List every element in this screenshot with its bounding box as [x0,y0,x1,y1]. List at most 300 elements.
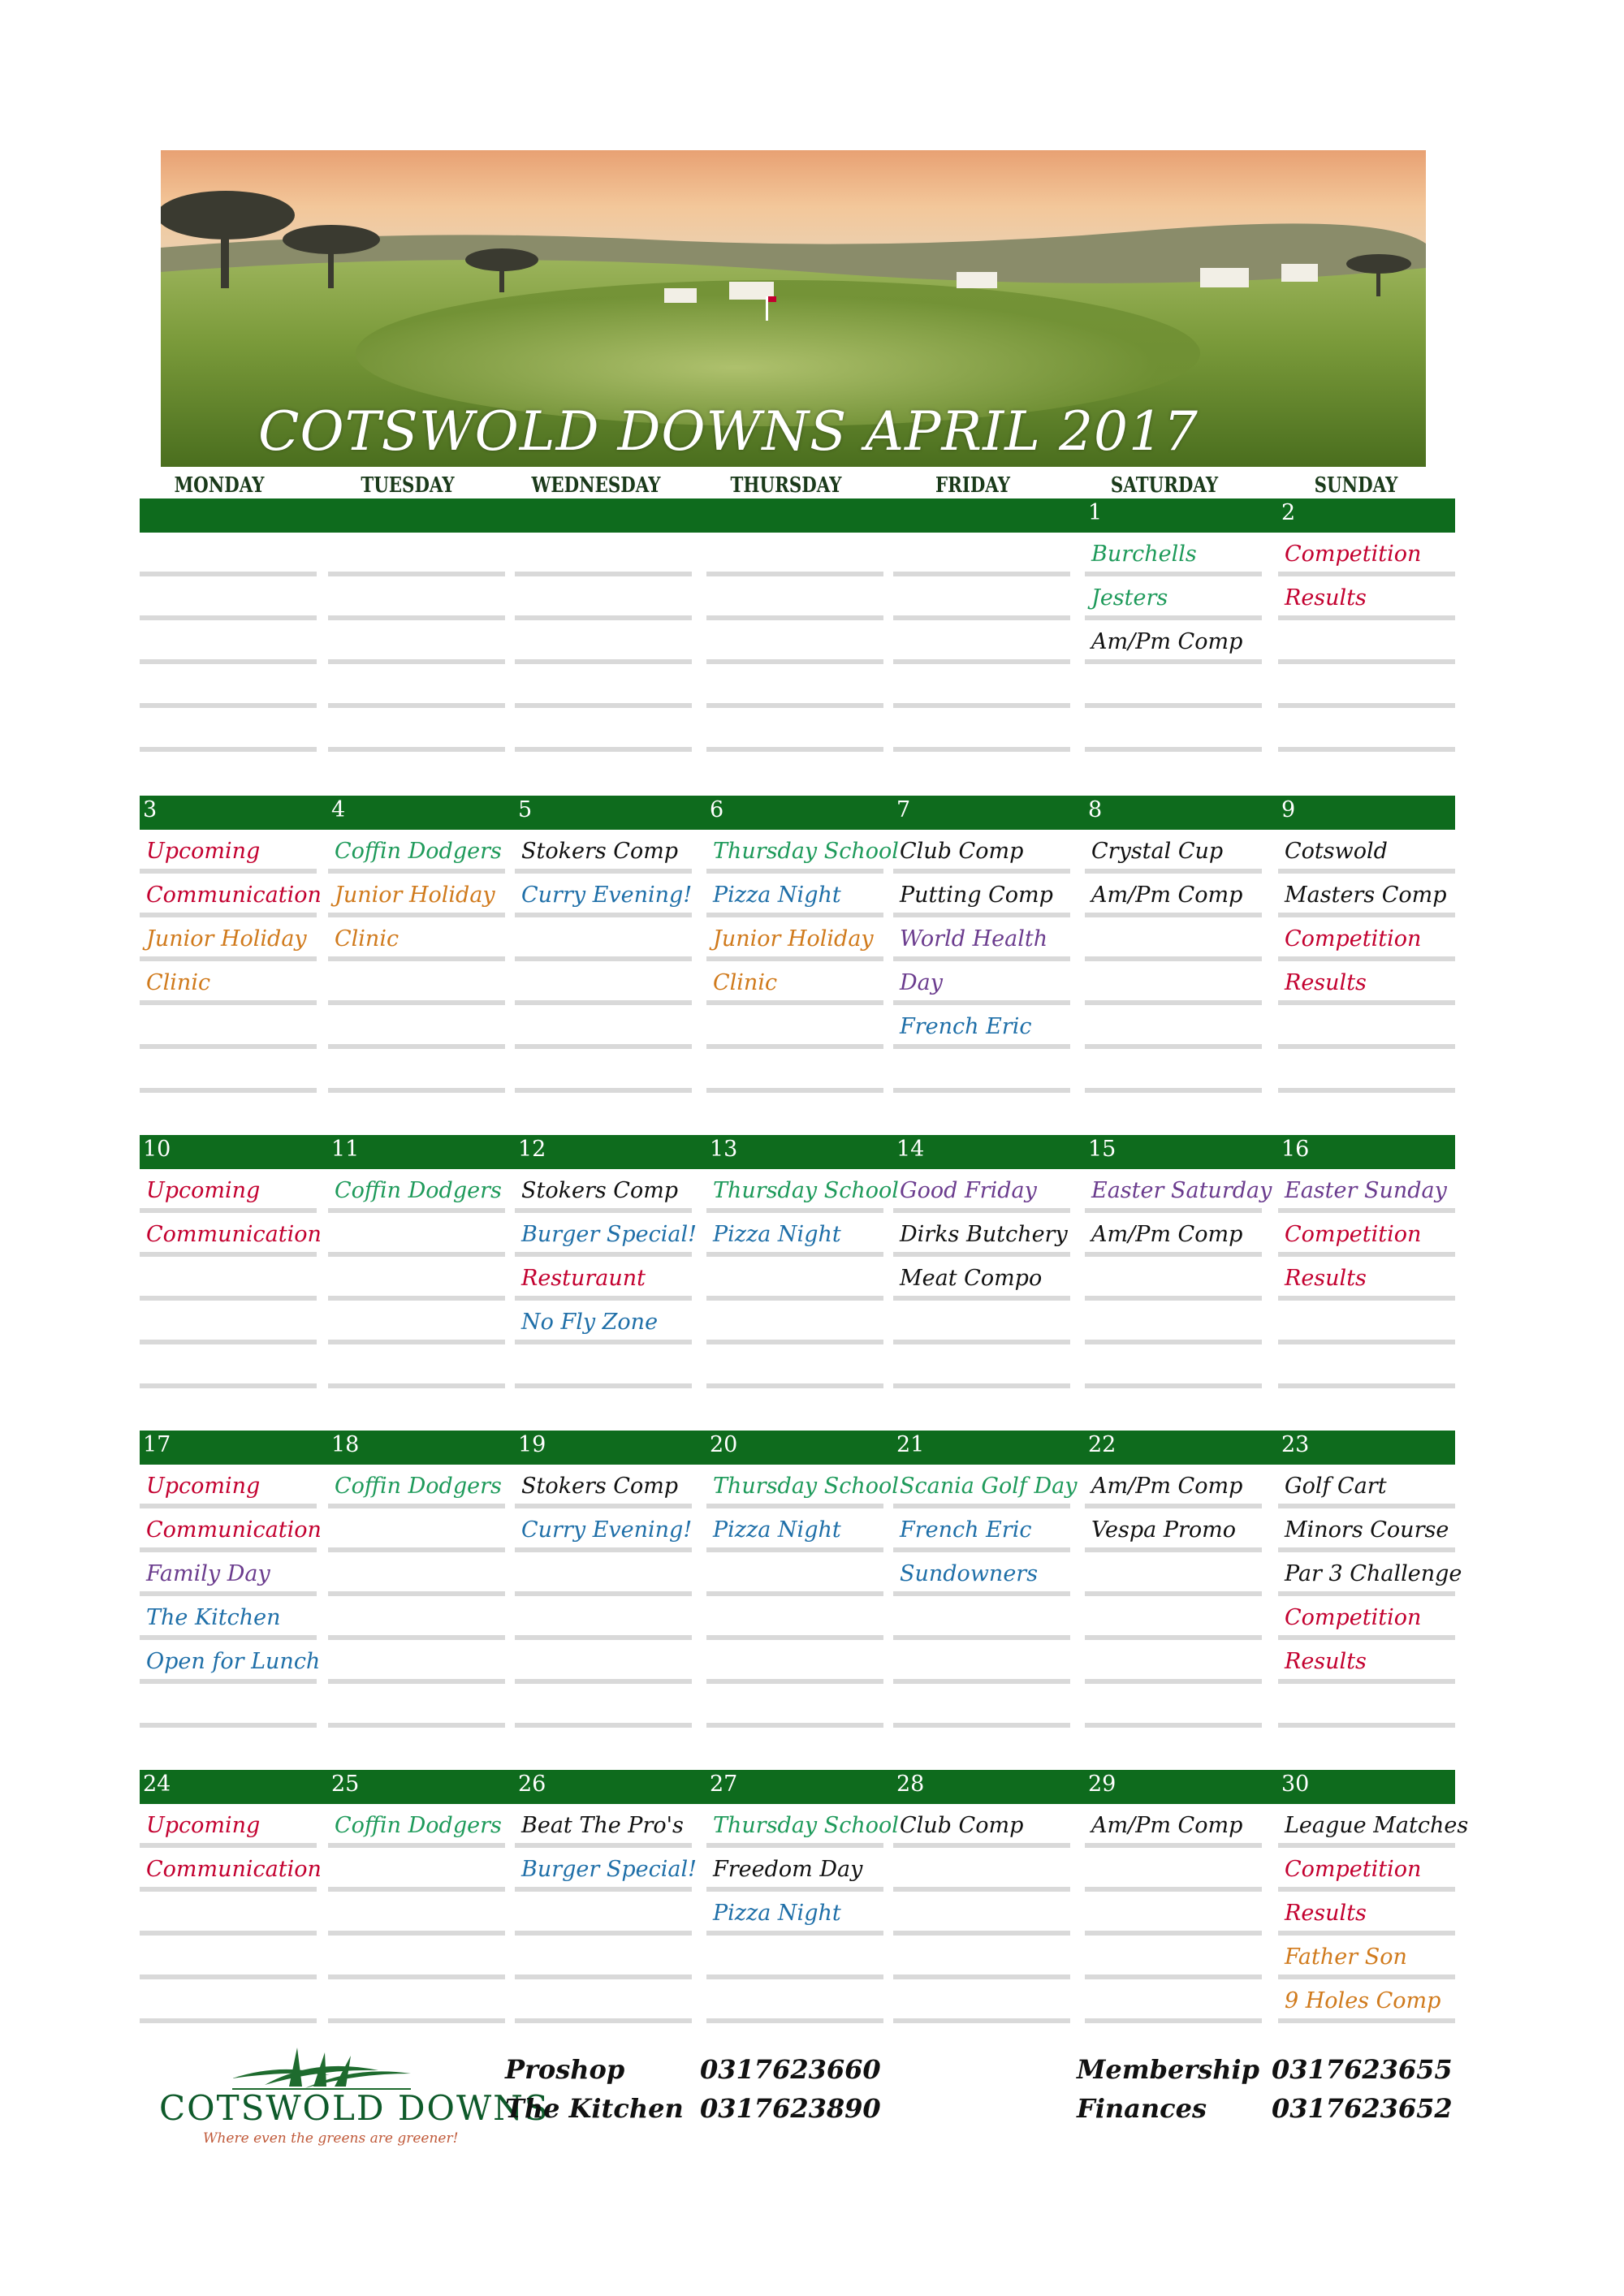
event-row [515,1892,692,1936]
event-row [328,1213,505,1257]
week-header-bar [140,796,1455,830]
event-row [706,1596,883,1640]
event-row [1085,1552,1262,1596]
event-row [893,664,1070,708]
event-row [1085,1596,1262,1640]
event-row [1278,1848,1455,1892]
event-row [328,1465,505,1508]
event-row [1085,874,1262,917]
day-cell [1278,1804,1469,2023]
day-cell [328,830,505,1093]
event-row [893,1892,1070,1936]
event-row [140,874,322,917]
row-divider [706,1383,883,1388]
event-row [1278,620,1455,664]
event-row [515,1049,692,1093]
event-row [515,1936,692,1979]
event-label: Upcoming [146,1813,261,1838]
event-row [1085,1640,1262,1684]
event-row [328,874,505,917]
day-header-sunday: SUNDAY [1314,473,1398,498]
event-row [328,917,505,961]
event-row [1278,961,1455,1005]
event-label: World Health [900,926,1048,952]
event-row [706,1848,883,1892]
row-divider [140,747,317,752]
event-row [140,1936,317,1979]
event-label: Cotswold [1285,839,1388,864]
event-row [1278,664,1455,708]
day-cell [140,533,317,752]
event-row [706,1936,883,1979]
cotswold-downs-logo [159,2046,550,2151]
event-label: Coffin Dodgers [335,1178,502,1203]
row-divider [893,747,1070,752]
event-row [1085,1804,1262,1848]
event-row [140,961,317,1005]
event-row [515,664,692,708]
event-label: League Matches [1285,1813,1469,1838]
event-row [893,1684,1070,1728]
day-header-friday: FRIDAY [935,473,1011,498]
event-row [706,664,883,708]
event-label: Father Son [1285,1944,1407,1970]
event-row [893,1344,1070,1388]
event-label: Thursday School [713,1474,899,1499]
event-row [1085,917,1262,961]
event-row [328,1257,505,1301]
event-label: Results [1285,1901,1367,1926]
event-row [1278,1049,1455,1093]
event-label: Burger Special! [521,1222,697,1247]
event-row [706,1465,899,1508]
event-label: French Eric [900,1517,1032,1543]
event-row [893,874,1070,917]
event-row [515,1169,692,1213]
event-row [1278,1892,1455,1936]
event-label: Communication [146,883,322,908]
event-row [893,1005,1070,1049]
row-divider [1278,747,1455,752]
event-row [1085,1257,1262,1301]
event-label: Stokers Comp [521,1178,679,1203]
day-cell [893,533,1070,752]
day-cell [515,533,692,752]
event-row [1085,533,1262,576]
event-label: Curry Evening! [521,1517,693,1543]
event-label: French Eric [900,1014,1032,1039]
event-row [328,1508,505,1552]
row-divider [1085,1383,1262,1388]
event-label: Burchells [1091,542,1197,567]
row-divider [706,2018,883,2023]
event-row [1278,533,1455,576]
day-number: 23 [1281,1432,1310,1457]
day-number: 16 [1281,1137,1310,1162]
event-row [515,708,692,752]
event-label: Communication [146,1517,322,1543]
day-number: 11 [331,1137,360,1162]
event-row [1278,1552,1462,1596]
event-label: No Fly Zone [521,1310,659,1335]
event-row [893,1804,1070,1848]
event-row [1085,1344,1262,1388]
row-divider [140,1088,317,1093]
event-row [1085,664,1262,708]
event-row [1085,1684,1262,1728]
event-row [328,1804,505,1848]
day-number: 30 [1281,1772,1310,1797]
event-row [893,1552,1070,1596]
event-label: Beat The Pro's [521,1813,684,1838]
event-row [1278,1005,1455,1049]
event-row [328,1552,505,1596]
row-divider [328,1723,505,1728]
event-label: Communication [146,1222,322,1247]
event-row [1278,1804,1469,1848]
row-divider [1085,1088,1262,1093]
day-cell [328,533,505,752]
event-label: Sundowners [900,1561,1039,1586]
day-number: 17 [143,1432,171,1457]
kitchen-number[interactable]: 0317623890 [700,2093,881,2124]
event-label: Pizza Night [713,883,841,908]
row-divider [328,747,505,752]
event-label: Pizza Night [713,1222,841,1247]
day-number: 8 [1088,797,1103,822]
event-label: Thursday School [713,839,899,864]
day-cell [140,1169,322,1388]
event-row [328,708,505,752]
event-label: Thursday School [713,1178,899,1203]
event-row [328,1979,505,2023]
event-row [1085,1465,1262,1508]
event-row [706,1301,883,1344]
day-cell [893,1465,1078,1728]
event-row [328,1344,505,1388]
event-row [706,620,883,664]
day-cell [706,533,883,752]
event-row [1085,1213,1262,1257]
day-number: 29 [1088,1772,1116,1797]
event-row [515,1508,692,1552]
event-row [706,1005,883,1049]
event-row [140,830,317,874]
row-divider [1278,1723,1455,1728]
day-cell [328,1804,505,2023]
event-row [1278,1640,1455,1684]
event-label: Competition [1285,1857,1422,1882]
event-row [1085,708,1262,752]
day-header-wednesday: WEDNESDAY [531,473,661,498]
day-number: 15 [1088,1137,1116,1162]
event-row [515,1596,692,1640]
day-cell [706,1804,899,2023]
event-label: Golf Cart [1285,1474,1387,1499]
day-number: 18 [331,1432,360,1457]
day-cell [515,1804,697,2023]
event-row [515,533,692,576]
finances-label: Finances [1077,2093,1207,2124]
event-row [1085,961,1262,1005]
row-divider [140,2018,317,2023]
event-row [328,961,505,1005]
event-row [1085,1979,1262,2023]
row-divider [515,2018,692,2023]
day-number: 20 [710,1432,738,1457]
event-row [140,1848,322,1892]
event-row [706,1804,899,1848]
event-row [515,1301,692,1344]
event-row [1085,1049,1262,1093]
event-row [1278,1596,1455,1640]
event-row [328,1596,505,1640]
event-label: Coffin Dodgers [335,1813,502,1838]
event-label: Upcoming [146,1474,261,1499]
event-label: Results [1285,1266,1367,1291]
day-cell [515,1465,692,1728]
event-row [140,620,317,664]
event-label: Pizza Night [713,1517,841,1543]
event-row [706,1979,883,2023]
event-row [328,1005,505,1049]
day-cell [706,1465,899,1728]
event-label: Masters Comp [1285,883,1447,908]
event-row [706,1169,899,1213]
event-row [1278,1508,1455,1552]
event-label: Competition [1285,1605,1422,1630]
row-divider [1278,2018,1455,2023]
event-row [706,1640,883,1684]
event-row [893,576,1070,620]
event-row [328,1848,505,1892]
event-row [140,533,317,576]
day-cell [1278,533,1455,752]
event-row [328,830,505,874]
event-row [706,1257,883,1301]
day-number: 22 [1088,1432,1116,1457]
event-row [893,1213,1070,1257]
event-row [893,1049,1070,1093]
event-row [1085,1892,1262,1936]
event-label: Jesters [1091,585,1168,611]
day-cell [706,830,899,1093]
event-label: Junior Holiday [146,926,307,952]
event-row [515,1804,692,1848]
day-number: 10 [143,1137,171,1162]
event-row [328,533,505,576]
event-row [893,1257,1070,1301]
event-label: Pizza Night [713,1901,841,1926]
event-label: Competition [1285,542,1422,567]
event-row [893,1596,1070,1640]
membership-label: Membership [1077,2054,1260,2085]
event-row [140,1257,317,1301]
event-row [706,708,883,752]
day-cell [515,1169,697,1388]
event-row [515,1005,692,1049]
event-row [140,1892,317,1936]
event-row [515,576,692,620]
event-row [515,1257,692,1301]
event-row [1085,1848,1262,1892]
event-label: Club Comp [900,839,1024,864]
row-divider [893,2018,1070,2023]
event-row [706,1213,883,1257]
event-label: Results [1285,585,1367,611]
week-header-bar [140,498,1455,533]
event-label: Am/Pm Comp [1091,1222,1243,1247]
event-row [1278,1465,1455,1508]
membership-number[interactable]: 0317623655 [1272,2054,1453,2085]
day-number: 14 [896,1137,925,1162]
event-label: Dirks Butchery [900,1222,1068,1247]
week-header-bar [140,1770,1455,1804]
day-number: 6 [710,797,724,822]
event-row [328,620,505,664]
row-divider [328,1088,505,1093]
event-label: Easter Saturday [1091,1178,1272,1203]
day-cell [1085,1169,1272,1388]
event-row [515,1848,697,1892]
day-number: 24 [143,1772,171,1797]
logo-tagline: Where even the greens are greener! [203,2130,459,2147]
event-label: Easter Sunday [1285,1178,1447,1203]
event-row [140,1596,317,1640]
row-divider [893,1383,1070,1388]
event-label: Clinic [335,926,400,952]
event-row [706,874,883,917]
day-number: 4 [331,797,346,822]
event-row [515,620,692,664]
day-cell [328,1465,505,1728]
day-cell [1085,830,1262,1093]
event-row [1085,1936,1262,1979]
day-number: 21 [896,1432,925,1457]
event-label: Results [1285,970,1367,995]
day-number: 3 [143,797,158,822]
event-label: Scania Golf Day [900,1474,1078,1499]
calendar-title: COTSWOLD DOWNS APRIL 2017 [258,400,1199,463]
row-divider [893,1723,1070,1728]
event-row [140,708,317,752]
row-divider [140,1383,317,1388]
event-row [706,1684,883,1728]
row-divider [1278,1383,1455,1388]
day-number: 27 [710,1772,738,1797]
event-row [706,533,883,576]
event-row [140,1508,322,1552]
event-row [1278,874,1455,917]
event-label: Meat Compo [900,1266,1043,1291]
event-label: Thursday School [713,1813,899,1838]
row-divider [328,1383,505,1388]
row-divider [706,747,883,752]
event-label: Day [900,970,943,995]
day-cell [1278,830,1455,1093]
event-label: Putting Comp [900,883,1053,908]
event-row [706,1049,883,1093]
event-row [328,1301,505,1344]
event-row [706,1892,883,1936]
event-row [1085,1301,1262,1344]
event-row [140,1979,317,2023]
day-number: 12 [518,1137,546,1162]
event-row [515,1213,697,1257]
event-row [706,830,899,874]
event-row [515,874,692,917]
kitchen-label: The Kitchen [505,2093,684,2124]
event-label: Resturaunt [521,1266,646,1291]
row-divider [515,1088,692,1093]
day-number: 5 [518,797,533,822]
event-row [140,576,317,620]
event-row [515,830,692,874]
week-header-bar [140,1135,1455,1169]
event-row [328,1892,505,1936]
day-cell [893,1169,1070,1388]
event-label: Vespa Promo [1091,1517,1237,1543]
day-header-tuesday: TUESDAY [361,473,455,498]
event-label: Am/Pm Comp [1091,883,1243,908]
event-row [706,1508,883,1552]
event-row [893,1508,1070,1552]
event-row [1278,1344,1455,1388]
event-row [893,1301,1070,1344]
row-divider [515,1383,692,1388]
event-label: Minors Course [1285,1517,1449,1543]
event-label: Stokers Comp [521,1474,679,1499]
event-row [328,1684,505,1728]
event-row [140,1005,317,1049]
event-label: Competition [1285,926,1422,952]
row-divider [328,2018,505,2023]
event-row [1085,576,1262,620]
event-row [1278,708,1455,752]
event-row [140,664,317,708]
row-divider [1278,1088,1455,1093]
event-label: Burger Special! [521,1857,697,1882]
event-row [1085,830,1262,874]
event-row [893,708,1070,752]
event-label: Open for Lunch [146,1649,321,1674]
finances-number[interactable]: 0317623652 [1272,2093,1453,2124]
day-cell [515,830,692,1093]
event-label: Freedom Day [713,1857,863,1882]
event-label: 9 Holes Comp [1285,1988,1441,2013]
event-row [1278,1301,1455,1344]
day-cell [140,1465,322,1728]
event-row [328,576,505,620]
event-label: Upcoming [146,1178,261,1203]
event-row [893,1169,1070,1213]
event-row [328,1936,505,1979]
day-cell [328,1169,505,1388]
event-row [140,1344,317,1388]
day-number: 13 [710,1137,738,1162]
day-cell [706,1169,899,1388]
event-row [1278,1257,1455,1301]
event-row [140,1465,317,1508]
event-row [1085,620,1262,664]
event-row [893,917,1070,961]
day-number: 19 [518,1432,546,1457]
event-row [893,1848,1070,1892]
row-divider [1085,747,1262,752]
event-row [328,1049,505,1093]
proshop-number[interactable]: 0317623660 [700,2054,881,2085]
event-row [140,917,317,961]
